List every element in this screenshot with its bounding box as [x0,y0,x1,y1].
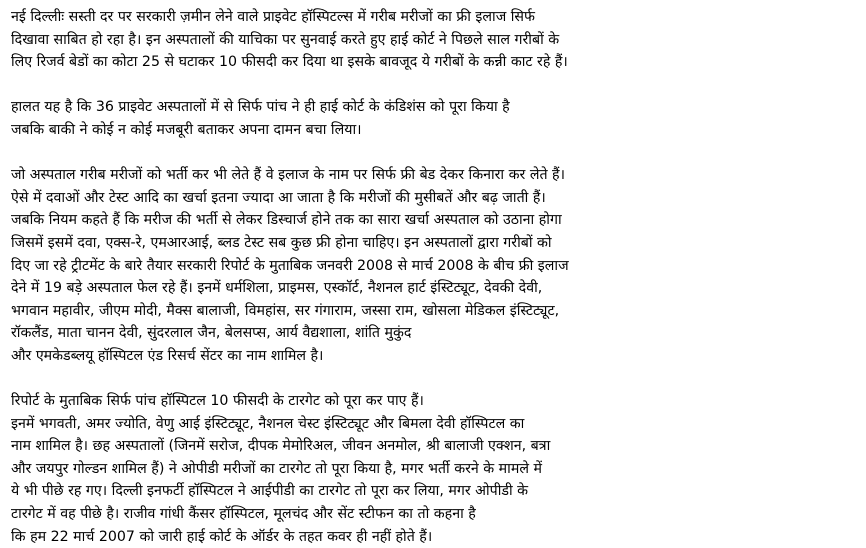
text-line: नाम शामिल है। छह अस्पतालों (जिनमें सरोज, दीपक मेमोरिअल, जीवन अनमोल, श्री बालाजी एक्शन, बत्रा [11,438,551,455]
text-line: भगवान महावीर, जीएम मोदी, मैक्स बालाजी, विमहांस, सर गंगाराम, जस्सा राम, खोसला मेडिकल इंस्टिट्यूट, [11,302,560,319]
text-line: और जयपुर गोल्डन शामिल हैं) ने ओपीडी मरीजों का टारगेट तो पूरा किया है, मगर भर्ती करने के मामले में [11,460,542,477]
text-line: रिपोर्ट के मुताबिक सिर्फ पांच हॉस्पिटल 10 फीसदी के टारगेट को पूरा कर पाए हैं। [11,393,424,410]
paragraph-hospitals-failed [11,164,856,367]
text-line: देने में 19 बड़े अस्पताल फेल रहे हैं। इनमें धर्मशिला, प्राइमस, एस्कॉर्ट, नैशनल हार्ट इंस्टिट्यूट, देवकी देवी, [11,280,543,297]
paragraph-condition [11,96,856,141]
text-line: जबकि बाकी ने कोई न कोई मजबूरी बताकर अपना दामन बचा लिया। [11,121,362,138]
text-line: टारगेट में वह पीछे है। राजीव गांधी कैंसर हॉस्पिटल, मूलचंद और सेंट स्टीफन का तो कहना है [11,506,476,523]
text-line: ऐसे में दवाओं और टेस्ट आदि का खर्चा इतना ज्यादा आ जाता है कि मरीजों की मुसीबतें और बढ़ जाती हैं। [11,189,546,206]
text-line: रॉकलैंड, माता चानन देवी, सुंदरलाल जैन, बेलसप्स, आर्य वैद्यशाला, शांति मुकुंद [11,325,412,342]
text-line: नई दिल्लीः सस्ती दर पर सरकारी ज़मीन लेने वाले प्राइवेट हॉस्पिटल्स में गरीब मरीजों का फ्री इलाज सिर्फ [11,9,535,25]
text-line: दिखावा साबित हो रहा है। इन अस्पतालों की याचिका पर सुनवाई करते हुए हाई कोर्ट ने पिछले साल गरीबों के [11,31,560,48]
text-line: कि हम 22 मार्च 2007 को जारी हाई कोर्ट के ऑर्डर के तहत कवर ही नहीं होते हैं। [11,528,433,545]
paragraph-report-findings [11,390,856,548]
paragraph-intro [11,6,856,74]
text-line: इनमें भगवती, अमर ज्योति, वेणु आई इंस्टिट्यूट, नैशनल चेस्ट इंस्टिट्यूट और बिमला देवी हॉस्पिटल का [11,415,525,432]
text-line: लिए रिजर्व बेडों का कोटा 25 से घटाकर 10 फीसदी कर दिया था इसके बावजूद ये गरीबों के कन्नी काट रहे हैं। [11,54,568,71]
text-line: दिए जा रहे ट्रीटमेंट के बारे तैयार सरकारी रिपोर्ट के मुताबिक जनवरी 2008 से मार्च 2008 के बीच फ्री इलाज [11,257,569,274]
text-line: जो अस्पताल गरीब मरीजों को भर्ती कर भी लेते हैं वे इलाज के नाम पर सिर्फ फ्री बेड देकर किनारा कर लेते हैं। [11,167,565,184]
text-line: और एमकेडब्लयू हॉस्पिटल एंड रिसर्च सेंटर का नाम शामिल है। [11,347,324,364]
text-line: हालत यह है कि 36 प्राइवेट अस्पतालों में से सिर्फ पांच ने ही हाई कोर्ट के कंडिशंस को पूरा किया है [11,99,510,116]
text-line: जिसमें इसमें दवा, एक्स-रे, एमआरआई, ब्लड टेस्ट सब कुछ फ्री होना चाहिए। इन अस्पतालों द्वारा गरीबों को [11,234,552,251]
text-line: जबकि नियम कहते हैं कि मरीज की भर्ती से लेकर डिस्चार्ज होने तक का सारा खर्चा अस्पताल को उठाना होगा [11,212,562,229]
text-line: ये भी पीछे रह गए। दिल्ली इनफर्टी हॉस्पिटल ने आईपीडी का टारगेट तो पूरा कर लिया, मगर ओपीडी के [11,483,529,500]
